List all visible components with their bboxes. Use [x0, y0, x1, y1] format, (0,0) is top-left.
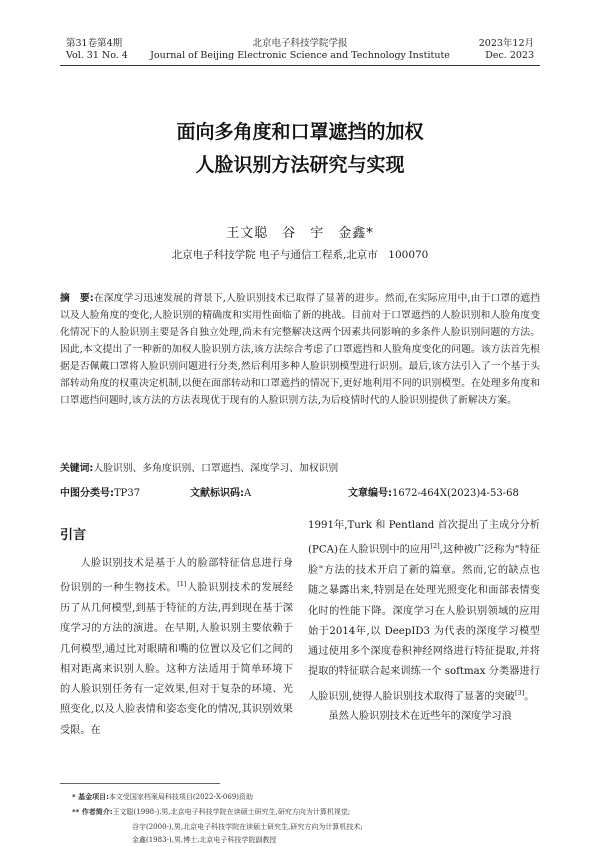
paragraph — [60, 554, 293, 741]
paragraph-text: 。 — [524, 691, 535, 703]
keywords-label: 关键词: — [60, 463, 94, 474]
volume-cn: 第31卷第4期 — [66, 38, 123, 49]
citation-ref: [1] — [177, 580, 187, 589]
paragraph-text: ,这种被广泛称为"特征脸"方法的技术开启了新的篇章。然而,它的缺点也随之暴露出来,特别是在处理光照变化和面部表情变化时的性能下降。深度学习在人脸识别领域的应用始于2014年,以 DeepID3 为代表的深度学习模型通过使用多个深度卷积神经网络进行特征提取,并将提取的特征联合起来训练一个 softmax 分类器进行人脸识别,使得人脸识别技术取得了显著的突破 — [308, 544, 540, 703]
document-code — [190, 487, 251, 501]
running-header-volume — [66, 38, 128, 62]
footnote-author-1 — [72, 806, 542, 819]
article-number-value: 1672-464X(2023)4-53-68 — [392, 488, 519, 499]
funding-label: * 基金项目: — [72, 793, 109, 801]
document-code-value: A — [244, 488, 252, 499]
date-cn: 2023年12月 — [478, 38, 534, 49]
journal-cn: 北京电子科技学院学报 — [252, 38, 348, 49]
paragraph-text: 人脸识别技术的发展经历了从几何模型,到基于特征的方法,再到现在基于深度学习的方法的演进。在早期,人脸识别主要依赖于几何模型,通过比对眼睛和嘴的位置以及它们之间的相对距离来识别人脸。这种方法适用于简单环境下的人脸识别任务有一定效果,但对于复杂的环境、光照变化,以及人脸表情和姿态变化的情况,其识别效果受限。在 — [60, 582, 293, 736]
section-heading-introduction: 引言 — [60, 528, 87, 543]
citation-ref: [2] — [430, 542, 440, 551]
paragraph — [308, 707, 540, 727]
running-header-date — [479, 38, 534, 62]
abstract — [60, 290, 540, 409]
citation-ref: [3] — [515, 688, 525, 697]
abstract-text: 在深度学习迅速发展的背景下,人脸识别技术已取得了显著的进步。然而,在实际应用中,由于口罩的遮挡以及人脸角度的变化,人脸识别的精确度和实用性面临了新的挑战。目前对于口罩遮挡的人脸识别和人脸角度变化情况下的人脸识别主要是各自独立处理,尚未有完整解决这两个因素共同影响的多条件人脸识别问题的方法。因此,本文提出了一种新的加权人脸识别方法,该方法综合考虑了口罩遮挡和人脸角度变化的问题。该方法首先根据是否佩戴口罩将人脸识别问题进行分类,然后利用多种人脸识别模型进行识别。最后,该方法引入了一个基于头部转动角度的权重决定机制,以便在面部转动和口罩遮挡的情况下,更好地利用不同的识别模型。在处理多角度和口罩遮挡问题时,该方法的方法表现优于现有的人脸识别方法,为后疫情时代的人脸识别提供了新解决方案。 — [60, 293, 540, 406]
paragraph-text: 虽然人脸识别技术在近些年的深度学习浪 — [328, 711, 512, 723]
footnote-author-3: 金鑫(1983-),男,博士,北京电子科技学院副教授 — [132, 836, 277, 844]
body-column-left — [60, 554, 293, 741]
footnote-author-2: 谷宇(2000-),男,北京电子科技学院在读硕士研究生,研究方向为计算机技术; — [132, 823, 363, 831]
paragraph — [308, 516, 540, 707]
abstract-label: 摘 要: — [60, 293, 94, 304]
document-code-label: 文献标识码: — [190, 488, 244, 499]
footnote-rule — [60, 783, 220, 784]
affiliation: 北京电子科技学院 电子与通信工程系,北京市 100070 — [171, 249, 429, 261]
article-number-label: 文章编号: — [348, 488, 392, 499]
body-column-right — [308, 516, 540, 728]
clc-number — [60, 487, 140, 501]
paragraph-text: 人脸识别技术是基于人的脸部特征信息进行身份识别的一种生物技术。 — [60, 558, 293, 594]
footnote-funding — [72, 791, 542, 804]
paper-title-line-1: 面向多角度和口罩遮挡的加权 — [176, 121, 424, 143]
author-list: 王文聪 谷 宇 金鑫* — [226, 226, 374, 241]
keywords-text: 人脸识别、多角度识别、口罩遮挡、深度学习、加权识别 — [93, 463, 339, 474]
author-bio-label: ** 作者简介: — [72, 808, 113, 816]
keywords — [60, 462, 540, 476]
clc-value: TP37 — [114, 488, 141, 499]
clc-label: 中图分类号: — [60, 488, 114, 499]
paper-title-line-2: 人脸识别方法研究与实现 — [195, 154, 405, 176]
funding-text: 本文受国家档案局科技项目(2022-X-069)资助 — [108, 793, 254, 801]
paragraph-text: 1991年,Turk 和 Pentland 首次提出了主成分分析(PCA)在人脸识别中的应用 — [308, 520, 540, 556]
volume-en: Vol. 31 No. 4 — [66, 50, 128, 61]
journal-en: Journal of Beijing Electronic Science and Technology Institute — [150, 50, 450, 61]
article-number — [348, 487, 519, 501]
author-bio-1: 王文聪(1998-),男,北京电子科技学院在读硕士研究生,研究方向为计算机视觉; — [112, 808, 351, 816]
running-header-journal — [150, 38, 450, 62]
header-rule — [60, 65, 540, 66]
date-en: Dec. 2023 — [485, 50, 534, 61]
